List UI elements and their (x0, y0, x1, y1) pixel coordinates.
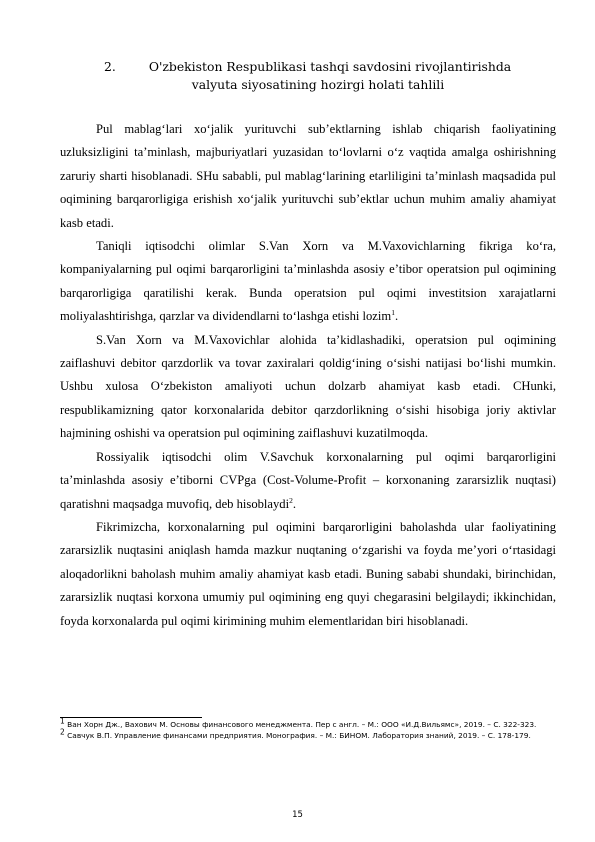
paragraph-5 (60, 516, 556, 633)
paragraph-4-text: Rossiyalik iqtisodchi olim V.Savchuk korxonalarning pul oqimi barqarorligini ta’minlashda asosiy e’tiborni CVPga (Cost-Volume-Profit – korxonaning zararsizlik nuqtasi) qaratishni maqsadga muvofiq, deb hisoblaydi (60, 449, 556, 511)
section-title-line-2: valyuta siyosatining hozirgi holati tahlili (191, 77, 445, 92)
paragraph-5-text: Fikrimizcha, korxonalarning pul oqimini barqarorligini baholashda ular faoliyatining zararsizlik nuqtasini aniqlash hamda mazkur nuqtaning o‘zgarishi va foyda me’yori o‘rtasidagi aloqadorlikni baholash muhim amaliy ahamiyat kasb etadi. Buning sababi shundaki, birinchidan, zararsizlik nuqtasi korxona umumiy pul oqimining eng quyi chegarasini belgilaydi; ikkinchidan, foyda korxonalarda pul oqimi kirimining muhim elementlaridan biri hisoblanadi. (60, 519, 556, 628)
footnote-ref-2[interactable]: 2 (289, 495, 293, 505)
body-text (60, 118, 556, 633)
paragraph-2-text: Taniqli iqtisodchi olimlar S.Van Xorn va M.Vaxovichlarning fikriga ko‘ra, kompaniyalarning pul oqimi barqarorligini ta’minlashda asosiy e’tibor operatsion pul oqimining barqarorligiga qaratilishi kerak. Bunda operatsion pul oqimi investitsion xarajatlarni moliyalashtirishga, qarzlar va dividendlarni to‘lashga etishi lozim (60, 239, 556, 324)
paragraph-1-text: Pul mablag‘lari xo‘jalik yurituvchi sub’ektlarning ishlab chiqarish faoliyatining uzluksizligini ta’minlash, majburiyatlari yuzasidan to‘lovlarni o‘z vaqtida amalga oshirishning zaruriy sharti hisoblanadi. SHu sababli, pul mablag‘larining etarliligini ta’minlash maqsadida pul oqimining barqarorligiga erishish xo‘jalik yurituvchi sub’ektlar uchun muhim amaliy ahamiyat kasb etadi. (60, 122, 556, 230)
footnote-1 (60, 716, 540, 730)
paragraph-3 (60, 329, 556, 446)
section-heading (88, 58, 548, 94)
paragraph-4-end: . (292, 496, 296, 511)
footnote-ref-1[interactable]: 1 (391, 308, 395, 318)
paragraph-2-end: . (394, 309, 399, 324)
footnote-mark-1: 1 (60, 716, 65, 726)
section-number: 2. (104, 59, 116, 74)
footnote-separator (60, 717, 202, 718)
section-title-line-1: O'zbekiston Respublikasi tashqi savdosini rivojlantirishda (148, 59, 512, 74)
footnote-1-text: Ван Хорн Дж., Вахович М. Основы финансового менеджмента. Пер с англ. – М.: ООО «И.Д.Вильямс», 2019. – С. 322-323. (64, 720, 537, 729)
footnotes (60, 716, 540, 741)
paragraph-1 (60, 118, 556, 235)
footnote-mark-2: 2 (60, 727, 65, 737)
footnote-2-text: Савчук В.П. Управление финансами предприятия. Монография. – М.: БИНОМ. Лаборатория знаний, 2019. – С. 178-179. (64, 731, 531, 741)
paragraph-3-text: S.Van Xorn va M.Vaxovichlar alohida ta’kidlashadiki, operatsion pul oqimining zaiflashuvi debitor qarzdorlik va tovar zaxiralari qoldig‘ining o‘sishi natijasi bo‘lishi mumkin. Ushbu xulosa O‘zbekiston amaliyoti uchun dolzarb ahamiyat kasb etadi. CHunki, respublikamizning qator korxonalarida debitor qarzdorlikning o‘sishi hisobiga joriy aktivlar hajmining oshishi va operatsion pul oqimining zaiflashuvi kuzatilmoqda. (60, 332, 556, 441)
paragraph-4 (60, 446, 556, 516)
paragraph-2 (60, 235, 556, 329)
page-number: 15 (292, 810, 303, 820)
footnote-2 (60, 727, 540, 741)
